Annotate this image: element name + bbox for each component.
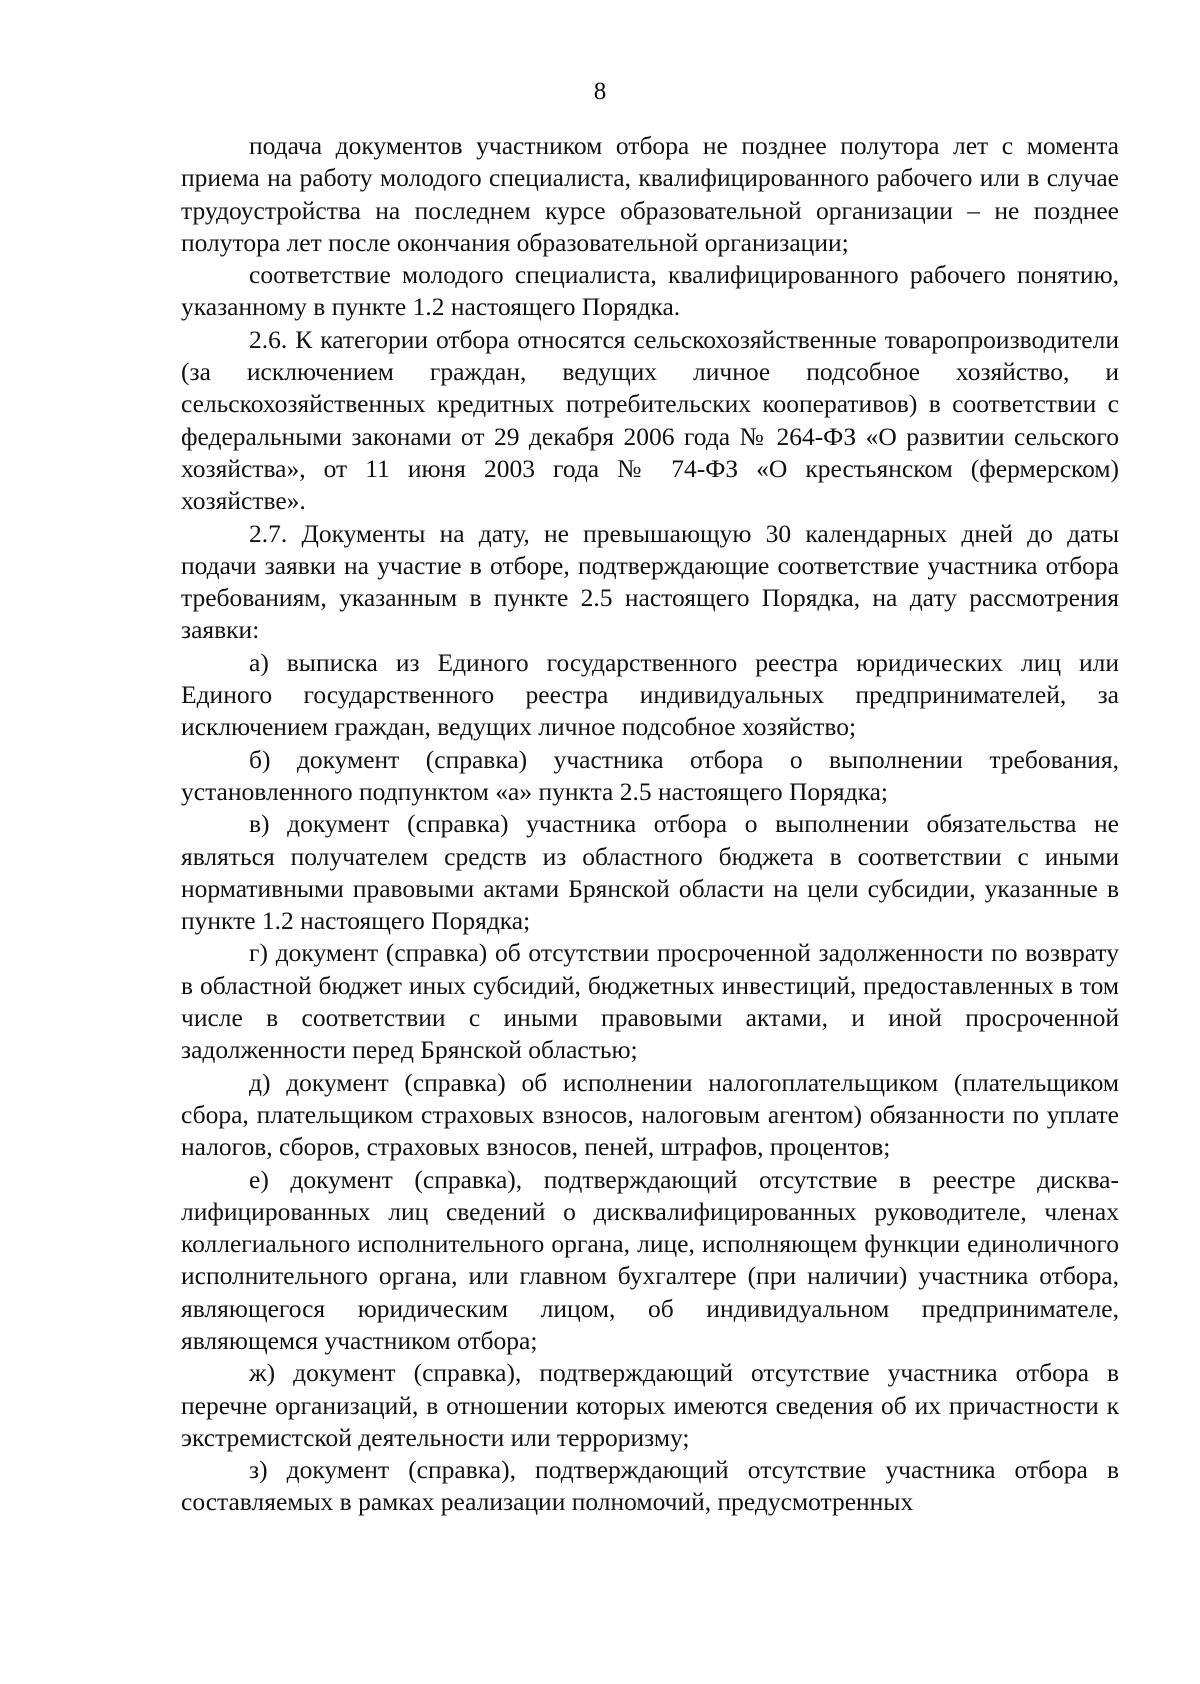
list-item-v: в) документ (справка) участника отбора о выполнении обязательства не являться получателем средств из областного бюджета в соответствии с иными нормативными правовыми актами Брянской области на цели субсидии, указанные в пункте 1.2 настоящего Порядка; [181,809,1119,936]
list-item-e: е) документ (справка), подтверждающий отсутствие в реестре дисквалифицированных лиц сведений о дисквалифицированных руководителе, членах коллегиального исполнительного органа, лице, исполняющем функции единоличного исполнительного органа, или главном бухгалтере (при наличии) участника отбора, являющегося юридическим лицом, об индивидуальном предпринимателе, являющемся участником отбора; [181,1164,1119,1355]
paragraph-documents-submission-deadline: подача документов участником отбора не позднее полутора лет с момента приема на работу молодого специалиста, квалифицированного рабочего или в случае трудоустройства на последнем курсе образовательной организации – не позднее полутора лет после окончания образовательной организации; [181,131,1119,257]
document-body [181,130,1119,1519]
list-item-z: з) документ (справка), подтверждающий отсутствие участника отбора в составляемых в рамках реализации полномочий, предусмотренных [181,1455,1119,1517]
list-item-g: г) документ (справка) об отсутствии просроченной задолженности по возврату в областной бюджет иных субсидий, бюджетных инвестиций, предоставленных в том числе в соответствии с иными правовыми актами, и иной просроченной задолженности перед Брянской областью; [181,938,1119,1065]
paragraph-2-6-selection-category: 2.6. К категории отбора относятся сельскохозяйственные товаропроизводители (за исключением граждан, ведущих личное подсобное хозяйство, и сельскохозяйственных кредитных потребительских кооперативов) в соответствии с федеральными законами от 29 декабря 2006 года № 264-ФЗ «О развитии сельского хозяйства», от 11 июня 2003 года № 74-ФЗ «О крестьянском (фермерском) хозяйстве». [181,324,1119,516]
list-item-a: а) выписка из Единого государственного реестра юридических лиц или Единого государственного реестра индивидуальных предпринимателей, за исключением граждан, ведущих личное подсобное хозяйство; [181,647,1119,742]
list-item-zh: ж) документ (справка), подтверждающий отсутствие участника отбора в перечне организаций, в отношении которых имеются сведения об их причастности к экстремистской деятельности или терроризму; [181,1358,1119,1452]
paragraph-2-7-documents: 2.7. Документы на дату, не превышающую 30 календарных дней до даты подачи заявки на участие в отборе, подтверждающие соответствие участника отбора требованиям, указанным в пункте 2.5 настоящего Порядка, на дату рассмотрения заявки: [181,518,1119,645]
list-item-b: б) документ (справка) участника отбора о выполнении требования, установленного подпунктом «а» пункта 2.5 настоящего Порядка; [181,744,1119,806]
list-item-d: д) документ (справка) об исполнении налогоплательщиком (плательщиком сбора, плательщиком страховых взносов, налоговым агентом) обязанности по уплате налогов, сборов, страховых взносов, пеней, штрафов, процентов; [181,1067,1119,1162]
paragraph-specialist-compliance: соответствие молодого специалиста, квалифицированного рабочего понятию, указанному в пункте 1.2 настоящего Порядка. [181,260,1119,322]
page-number: 8 [593,78,607,105]
